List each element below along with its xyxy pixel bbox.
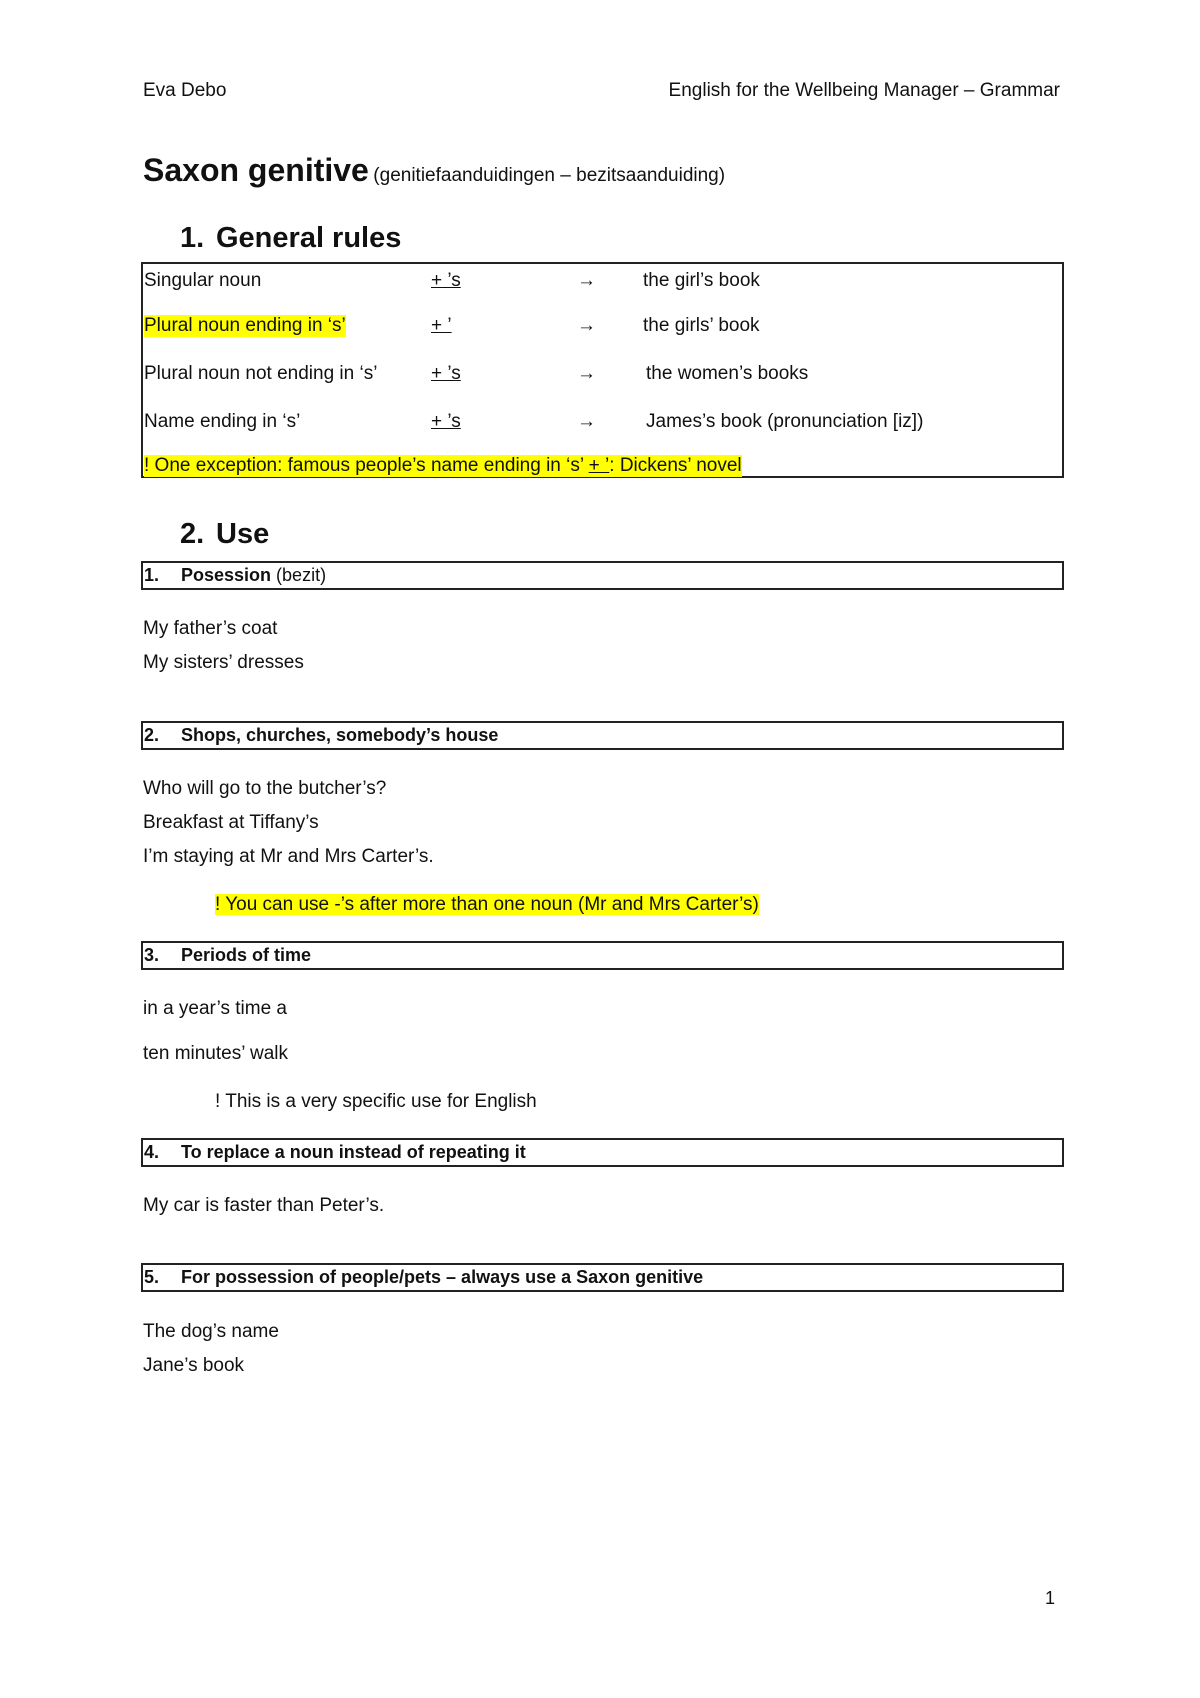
rule-noun: Plural noun ending in ‘s’	[144, 315, 346, 336]
rule-example: James’s book (pronunciation [iz])	[646, 411, 924, 432]
rule-ending: + ’s	[431, 270, 461, 291]
rule-row	[143, 270, 1062, 296]
section-number: 2.	[180, 518, 205, 550]
use-label: Periods of time	[181, 945, 312, 965]
rule-ending: + ’s	[431, 411, 461, 432]
example-line: in a year’s time a	[143, 998, 287, 1019]
rule-ending: + ’s	[431, 363, 461, 384]
rule-ending: + ’	[431, 315, 452, 336]
exception-prefix: ! One exception: famous people’s name ending in ‘s’	[144, 455, 589, 476]
example-line: Breakfast at Tiffany’s	[143, 812, 319, 833]
rule-noun: Name ending in ‘s’	[144, 411, 301, 432]
rule-noun: Singular noun	[144, 270, 262, 291]
use-label: To replace a noun instead of repeating it	[181, 1142, 526, 1162]
exception-row	[143, 455, 1062, 481]
use-label: For possession of people/pets – always use a Saxon genitive	[181, 1267, 704, 1287]
page-number: 1	[1045, 1588, 1056, 1608]
example-line: My father’s coat	[143, 618, 278, 639]
example-line: The dog’s name	[143, 1321, 279, 1342]
title-main: Saxon genitive	[143, 152, 369, 188]
rule-example: the girl’s book	[643, 270, 760, 291]
highlighted-note: ! You can use -’s after more than one noun (Mr and Mrs Carter’s)	[215, 894, 759, 915]
use-note: ! This is a very specific use for English	[215, 1091, 537, 1112]
example-line: My sisters’ dresses	[143, 652, 304, 673]
use-number: 5.	[144, 1267, 160, 1287]
exception-suffix: : Dickens’ novel	[609, 455, 742, 476]
arrow-icon: →	[577, 270, 596, 291]
section-heading-general-rules	[180, 222, 401, 255]
section-title: General rules	[216, 222, 402, 254]
use-label-main: Posession	[181, 565, 272, 585]
example-line: My car is faster than Peter’s.	[143, 1195, 385, 1216]
rules-table	[141, 262, 1064, 478]
use-box-replace	[141, 1138, 1064, 1167]
example-line: Who will go to the butcher’s?	[143, 778, 387, 799]
rule-row	[143, 315, 1062, 341]
use-box-shops	[141, 721, 1064, 750]
use-label	[181, 565, 326, 586]
use-number: 1.	[144, 565, 160, 585]
page-header	[143, 80, 1060, 104]
exception-note	[144, 455, 742, 477]
use-number: 4.	[144, 1142, 160, 1162]
rule-row	[143, 363, 1062, 389]
use-label: Shops, churches, somebody’s house	[181, 725, 499, 745]
rule-example: the women’s books	[646, 363, 809, 384]
use-number: 2.	[144, 725, 160, 745]
example-line: ten minutes’ walk	[143, 1043, 289, 1064]
header-author: Eva Debo	[143, 80, 227, 101]
use-note	[215, 894, 759, 916]
rule-noun: Plural noun not ending in ‘s’	[144, 363, 378, 384]
section-number: 1.	[180, 222, 205, 254]
exception-mark: + ’	[588, 455, 610, 476]
section-title: Use	[216, 518, 270, 550]
arrow-icon: →	[577, 411, 596, 432]
example-line: Jane’s book	[143, 1355, 245, 1376]
document-title	[143, 152, 725, 189]
title-subtitle: (genitiefaanduidingen – bezitsaanduiding)	[373, 165, 726, 186]
rule-row	[143, 411, 1062, 437]
header-course: English for the Wellbeing Manager – Grammar	[668, 80, 1060, 101]
use-box-possession	[141, 561, 1064, 590]
section-heading-use	[180, 518, 269, 551]
use-label-translation: (bezit)	[271, 565, 327, 585]
arrow-icon: →	[577, 315, 596, 336]
example-line: I’m staying at Mr and Mrs Carter’s.	[143, 846, 434, 867]
use-number: 3.	[144, 945, 160, 965]
use-box-time	[141, 941, 1064, 970]
arrow-icon: →	[577, 363, 596, 384]
rule-example: the girls’ book	[643, 315, 760, 336]
use-box-people-pets	[141, 1263, 1064, 1292]
